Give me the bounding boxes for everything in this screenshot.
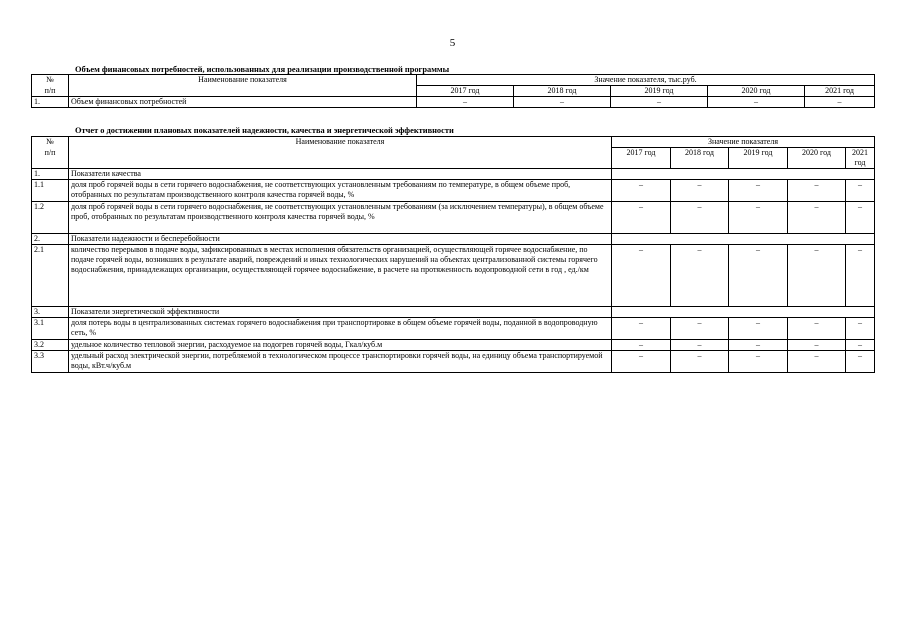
year-header: 2019 год — [729, 148, 788, 169]
indicators-table — [31, 136, 875, 373]
indicator-value: – — [846, 180, 875, 202]
row-number: 3.1 — [32, 318, 69, 340]
indicator-value: – — [788, 351, 846, 373]
row-number: 3. — [32, 307, 69, 318]
indicator-value: – — [788, 245, 846, 307]
col-no-header: № — [32, 75, 69, 86]
header-row — [32, 137, 875, 148]
row-number: 2. — [32, 234, 69, 245]
indicator-value: – — [417, 97, 514, 108]
year-header: 2021 год — [846, 148, 875, 169]
header-row-years — [32, 86, 875, 97]
year-header: 2018 год — [671, 148, 729, 169]
indicator-name: удельный расход электрической энергии, потребляемой в технологическом процессе транспортировки горячей воды, на единицу объема транспортируемой воды, кВт.ч/куб.м — [69, 351, 612, 373]
row-number: 1.2 — [32, 202, 69, 234]
indicator-value: – — [846, 202, 875, 234]
indicator-value: – — [671, 351, 729, 373]
section-blank — [612, 169, 875, 180]
indicator-value: – — [612, 202, 671, 234]
section-row — [32, 234, 875, 245]
indicator-value: – — [788, 202, 846, 234]
indicator-value: – — [729, 245, 788, 307]
indicator-value: – — [805, 97, 875, 108]
section-row — [32, 307, 875, 318]
row-number: 1. — [32, 169, 69, 180]
indicator-value: – — [788, 318, 846, 340]
col-no-header-2: п/п — [32, 148, 69, 169]
indicator-name: Объем финансовых потребностей — [69, 97, 417, 108]
col-name-header-2 — [69, 86, 417, 97]
table-row — [32, 202, 875, 234]
indicator-value: – — [788, 180, 846, 202]
indicator-value: – — [846, 351, 875, 373]
indicator-value: – — [612, 351, 671, 373]
col-name-header: Наименование показателя — [69, 75, 417, 86]
col-name-header: Наименование показателя — [69, 137, 612, 148]
indicator-value: – — [612, 340, 671, 351]
table-row — [32, 180, 875, 202]
indicator-value: – — [671, 180, 729, 202]
col-no-header: № — [32, 137, 69, 148]
row-number: 3.3 — [32, 351, 69, 373]
year-header: 2020 год — [708, 86, 805, 97]
indicator-value: – — [729, 318, 788, 340]
indicator-name: доля потерь воды в централизованных системах горячего водоснабжения при транспортировке в общем объеме горячей воды, поданной в водопроводную сеть, % — [69, 318, 612, 340]
indicator-name: доля проб горячей воды в сети горячего водоснабжения, не соответствующих установленным требованиям по температуре, в общем объеме проб, отобранных по результатам производственного контроля качества горячей воды, % — [69, 180, 612, 202]
year-header: 2018 год — [514, 86, 611, 97]
indicator-value: – — [671, 340, 729, 351]
indicator-value: – — [671, 318, 729, 340]
financial-needs-table — [31, 74, 875, 108]
row-number: 3.2 — [32, 340, 69, 351]
indicator-value: – — [612, 180, 671, 202]
col-no-header-2: п/п — [32, 86, 69, 97]
indicator-name: доля проб горячей воды в сети горячего водоснабжения, не соответствующих установленным требованиям (за исключением температуры), в общем объеме проб, отобранных по результатам производственного контроля качества горячей воды, % — [69, 202, 612, 234]
table2-title: Отчет о достижении плановых показателей надежности, качества и энергетической эффективности — [75, 126, 454, 135]
page-number: 5 — [449, 37, 456, 49]
col-value-header: Значение показателя, тыс.руб. — [417, 75, 875, 86]
section-name: Показатели надежности и бесперебойности — [69, 234, 612, 245]
row-number: 1.1 — [32, 180, 69, 202]
year-header: 2017 год — [612, 148, 671, 169]
table1-title: Объем финансовых потребностей, использованных для реализации производственной программы — [75, 65, 450, 74]
section-name: Показатели энергетической эффективности — [69, 307, 612, 318]
table-row — [32, 340, 875, 351]
indicator-value: – — [729, 180, 788, 202]
header-row — [32, 75, 875, 86]
col-value-header: Значение показателя — [612, 137, 875, 148]
indicator-name: количество перерывов в подаче воды, зафиксированных в местах исполнения обязательств организацией, осуществляющей горячее водоснабжение, по подаче горячей воды, возникших в результате аварий, повреждений и иных технологических нарушений на объектах централизованной системы горячего водоснабжения, принадлежащих организации, осуществляющей горячее водоснабжение, в расчете на протяженность водопроводной сети в год , ед./км — [69, 245, 612, 307]
year-header: 2019 год — [611, 86, 708, 97]
section-row — [32, 169, 875, 180]
indicator-value: – — [708, 97, 805, 108]
table-row — [32, 318, 875, 340]
indicator-value: – — [846, 340, 875, 351]
indicator-value: – — [612, 318, 671, 340]
table-row — [32, 245, 875, 307]
indicator-value: – — [671, 202, 729, 234]
row-number: 2.1 — [32, 245, 69, 307]
table-row — [32, 351, 875, 373]
section-blank — [612, 307, 875, 318]
row-number: 1. — [32, 97, 69, 108]
section-blank — [612, 234, 875, 245]
indicator-value: – — [788, 340, 846, 351]
indicator-value: – — [729, 351, 788, 373]
header-row-years — [32, 148, 875, 169]
indicator-value: – — [846, 318, 875, 340]
year-header: 2017 год — [417, 86, 514, 97]
indicator-value: – — [729, 340, 788, 351]
col-name-header-2 — [69, 148, 612, 169]
indicator-value: – — [729, 202, 788, 234]
year-header: 2021 год — [805, 86, 875, 97]
indicator-value: – — [846, 245, 875, 307]
indicator-name: удельное количество тепловой энергии, расходуемое на подогрев горячей воды, Гкал/куб.м — [69, 340, 612, 351]
indicator-value: – — [612, 245, 671, 307]
indicator-value: – — [514, 97, 611, 108]
indicator-value: – — [611, 97, 708, 108]
table-row — [32, 97, 875, 108]
year-header: 2020 год — [788, 148, 846, 169]
indicator-value: – — [671, 245, 729, 307]
section-name: Показатели качества — [69, 169, 612, 180]
